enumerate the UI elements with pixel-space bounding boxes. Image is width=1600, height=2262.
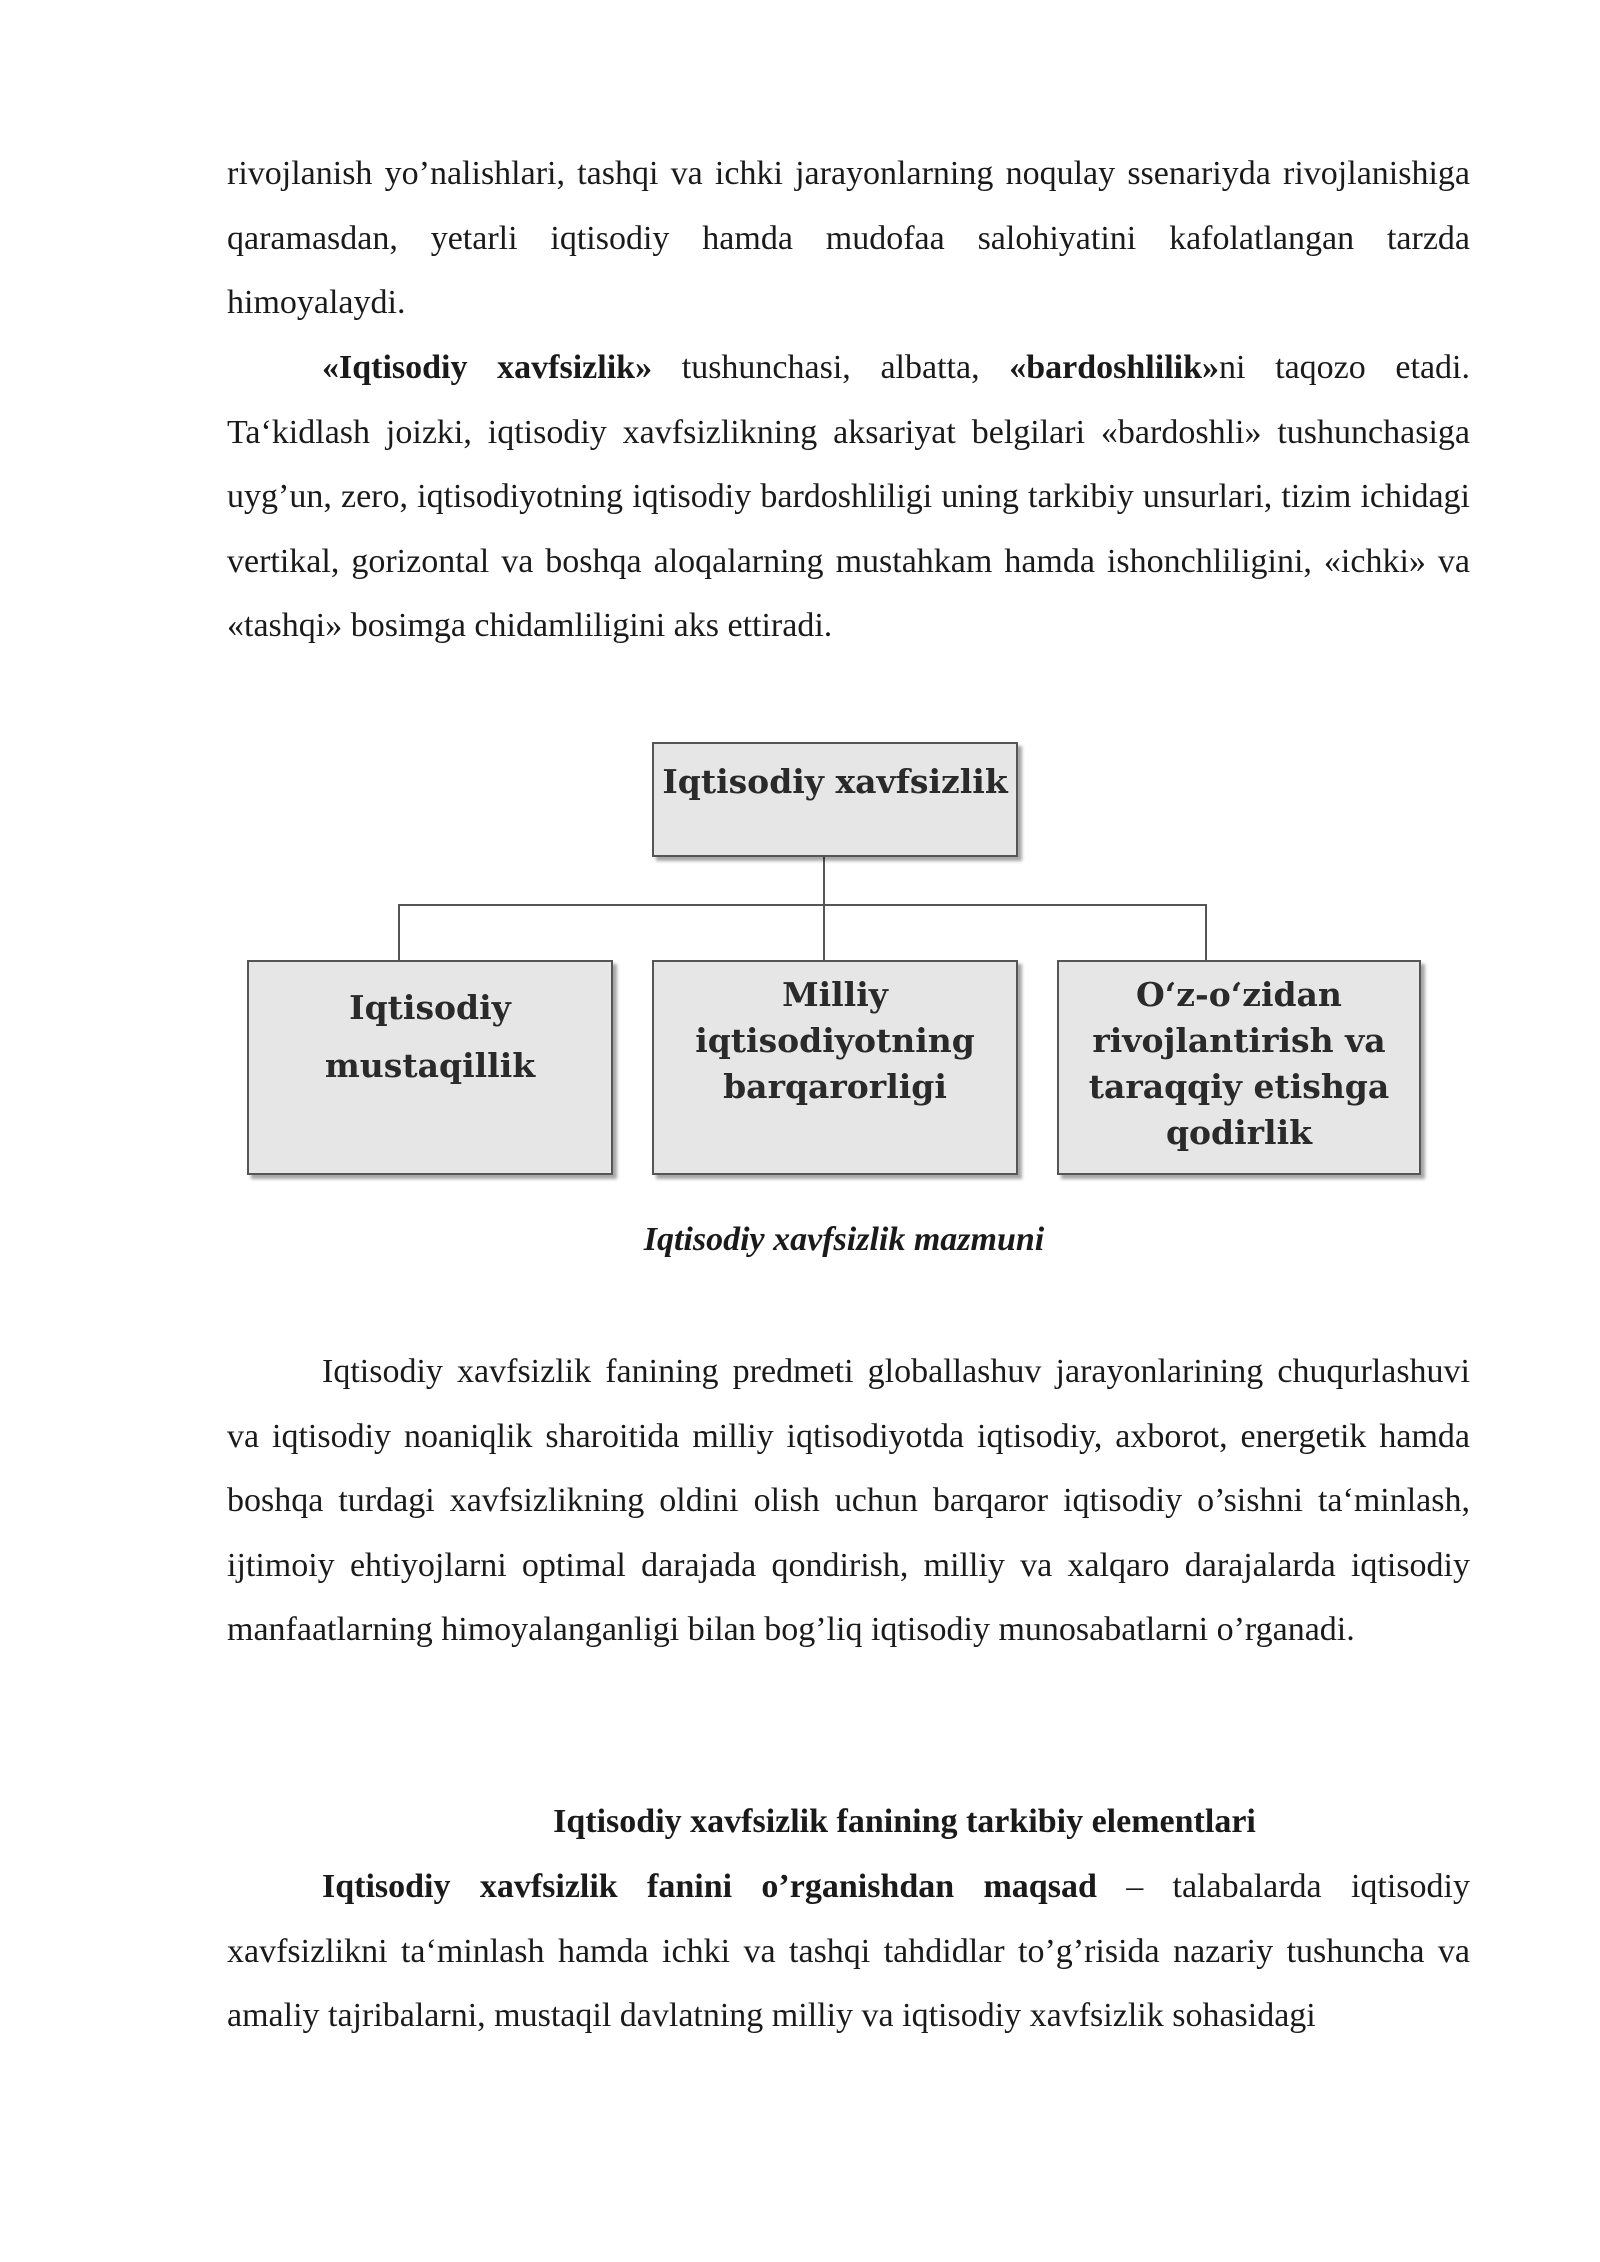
term-maqsad: Iqtisodiy xavfsizlik fanini o’rganishdan maqsad bbox=[322, 1868, 1097, 1905]
section-heading: Iqtisodiy xavfsizlik fanining tarkibiy elementlari bbox=[553, 1803, 1256, 1840]
paragraph-2 bbox=[227, 336, 1470, 659]
diagram-caption: Iqtisodiy xavfsizlik mazmuni bbox=[643, 1221, 1045, 1258]
diagram-child-box-1 bbox=[247, 960, 613, 1175]
diagram-child-box-2 bbox=[652, 960, 1018, 1175]
diagram-child-box-3 bbox=[1057, 960, 1421, 1175]
paragraph-2-text-a: tushunchasi, albatta, bbox=[652, 349, 1010, 386]
diagram-child-label-1: Iqtisodiy mustaqillik bbox=[324, 988, 536, 1085]
diagram-child-label-2: Milliy iqtisodiyotning barqarorligi bbox=[695, 975, 975, 1106]
connector-root-down bbox=[823, 857, 825, 905]
connector-middle-down bbox=[823, 904, 825, 960]
term-bardoshlilik: «bardoshlilik» bbox=[1009, 349, 1219, 386]
paragraph-4 bbox=[227, 1855, 1470, 2049]
term-iqtisodiy-xavfsizlik: «Iqtisodiy xavfsizlik» bbox=[322, 349, 653, 386]
paragraph-2-text-b: ni taqozo etadi. Ta‘kidlash joizki, iqtisodiy xavfsizlikning aksariyat belgilari «bardoshli» tushunchasiga uyg’un, zero, iqtisodiyotning iqtisodiy bardoshliligi uning tarkibiy unsurlari, tizim ichidagi vertikal, gorizontal va boshqa aloqalarning mustahkam hamda ishonchliligini, «ichki» va «tashqi» bosimga chidamliligini aks ettiradi. bbox=[227, 349, 1470, 644]
connector-left-down bbox=[398, 904, 400, 960]
diagram-root-label: Iqtisodiy xavfsizlik bbox=[662, 762, 1008, 801]
connector-right-down bbox=[1205, 904, 1207, 960]
connector-horizontal bbox=[398, 904, 1207, 906]
paragraph-4-text: – talabalarda iqtisodiy xavfsizlikni ta‘minlash hamda ichki va tashqi tahdidlar to’g’risida nazariy tushuncha va amaliy tajribalarni, mustaqil davlatning milliy va iqtisodiy xavfsizlik sohasidagi bbox=[227, 1868, 1470, 2034]
paragraph-1: rivojlanish yo’nalishlari, tashqi va ichki jarayonlarning noqulay ssenariyda rivojlanishiga qaramasdan, yetarli iqtisodiy hamda mudofaa salohiyatini kafolatlangan tarzda himoyalaydi. bbox=[227, 155, 1470, 321]
paragraph-3: Iqtisodiy xavfsizlik fanining predmeti globallashuv jarayonlarining chuqurlashuvi va iqtisodiy noaniqlik sharoitida milliy iqtisodiyotda iqtisodiy, axborot, energetik hamda boshqa turdagi xavfsizlikning oldini olish uchun barqaror iqtisodiy o’sishni ta‘minlash, ijtimoiy ehtiyojlarni optimal darajada qondirish, milliy va xalqaro darajalarda iqtisodiy manfaatlarning himoyalanganligi bilan bog’liq iqtisodiy munosabatlarni o’rganadi. bbox=[227, 1353, 1470, 1648]
diagram-root-box bbox=[652, 742, 1018, 857]
diagram-child-label-3: O‘z-o‘zidan rivojlantirish va taraqqiy etishga qodirlik bbox=[1088, 975, 1390, 1152]
